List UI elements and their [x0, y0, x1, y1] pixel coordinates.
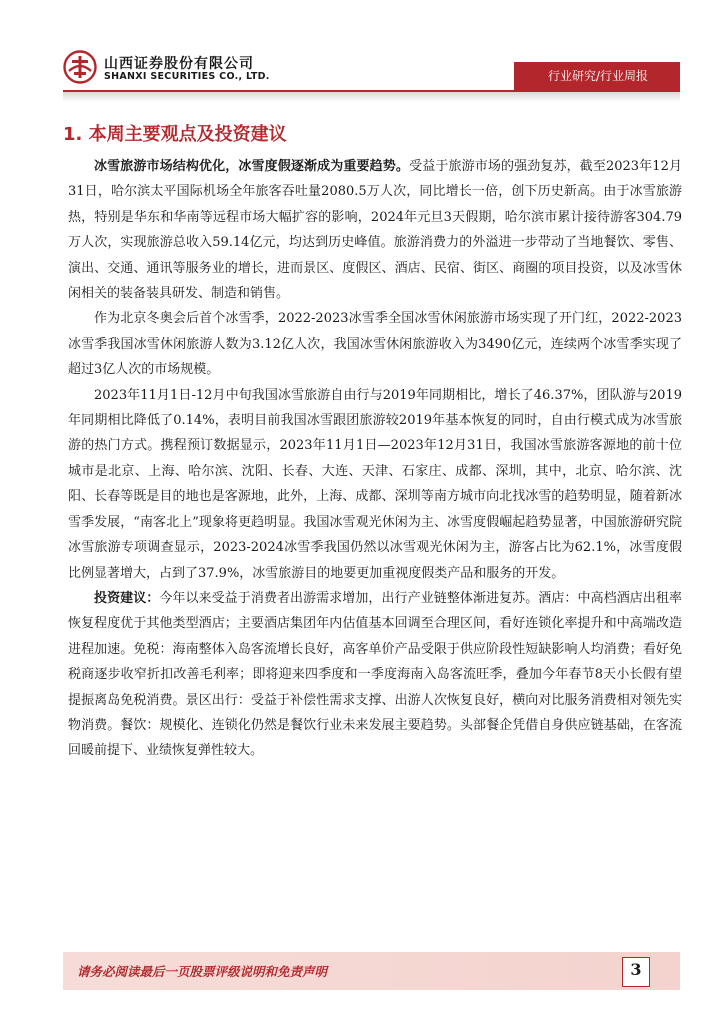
paragraph-lead-bold: 冰雪旅游市场结构优化，冰雪度假逐渐成为重要趋势。: [94, 159, 410, 174]
footer-disclaimer: 请务必阅读最后一页股票评级说明和免责声明: [77, 964, 328, 979]
paragraph-text: 今年以来受益于消费者出游需求增加，出行产业链整体渐进复苏。酒店：中高档酒店出租率恢复程度优于其他类型酒店；主要酒店集团年内估值基本回调至合理区间，看好连锁化率提升和中高端改造进程加速。免税：海南整体入岛客流增长良好，高客单价产品受限于供应阶段性短缺影响人均消费；看好免税商逐步收窄折扣改善毛利率；即将迎来四季度和一季度海南入岛客流旺季，叠加今年春节8天小长假有望提振离岛免税消费。景区出行：受益于补偿性需求支撑、出游人次恢复良好，横向对比服务消费相对领先实物消费。餐饮：规模化、连锁化仍然是餐饮行业未来发展主要趋势。头部餐企凭借自身供应链基础，在客流回暖前提下、业绩恢复弹性较大。: [68, 590, 682, 759]
paragraph-text: 2023年11月1日-12月中旬我国冰雪旅游自由行与2019年同期相比，增长了46.37%，团队游与2019年同期相比降低了0.14%，表明目前我国冰雪跟团旅游较2019年基本恢复的同时，自由行模式成为冰雪旅游的热门方式。携程预订数据显示，2023年11月1日—2023年12月31日，我国冰雪旅游客源地的前十位城市是北京、上海、哈尔滨、沈阳、长春、大连、天津、石家庄、成都、深圳，其中，北京、哈尔滨、沈阳、长春等既是目的地也是客源地，此外，上海、成都、深圳等南方城市向北找冰雪的趋势明显，随着新冰雪季发展，“南客北上”现象将更趋明显。我国冰雪观光休闲为主、冰雪度假崛起趋势显著，中国旅游研究院冰雪旅游专项调查显示，2023-2024冰雪季我国仍然以冰雪观光休闲为主，游客占比为62.1%，冰雪度假比例显著增大，占到了37.9%，冰雪旅游目的地要更加重视度假类产品和服务的开发。: [68, 387, 682, 581]
page-header: [0, 0, 724, 110]
company-name-cn: 山西证券股份有限公司: [104, 56, 254, 72]
paragraph-ice-snow-market: [68, 154, 682, 306]
paragraph-winter-olympics: [68, 306, 682, 382]
paragraph-investment-advice: [68, 586, 682, 764]
paragraph-lead-bold: 投资建议：: [94, 590, 160, 606]
company-name-en: SHANXI SECURITIES CO., LTD.: [104, 71, 270, 82]
paragraph-text: 作为北京冬奥会后首个冰雪季，2022-2023冰雪季全国冰雪休闲旅游市场实现了开门红，2022-2023冰雪季我国冰雪休闲旅游人数为3.12亿人次，我国冰雪休闲旅游收入为3490亿元，连续两个冰雪季实现了超过3亿人次的市场规模。: [68, 311, 682, 378]
section-title: 1. 本周主要观点及投资建议: [63, 124, 287, 145]
header-divider-shadow: [63, 92, 680, 102]
shanxi-securities-logo-icon: [63, 50, 97, 84]
report-body: [68, 154, 682, 764]
paragraph-text: 受益于旅游市场的强劲复苏，截至2023年12月31日，哈尔滨太平国际机场全年旅客吞吐量2080.5万人次，同比增长一倍，创下历史新高。由于冰雪旅游热，特别是华东和华南等远程市场大幅扩容的影响，2024年元旦3天假期，哈尔滨市累计接待游客304.79万人次，实现旅游总收入59.14亿元，均达到历史峰值。旅游消费力的外溢进一步带动了当地餐饮、零售、演出、交通、通讯等服务业的增长，进而景区、度假区、酒店、民宿、街区、商圈的项目投资，以及冰雪休闲相关的装备装具研发、制造和销售。: [68, 159, 682, 302]
report-type-label: 行业研究/行业周报: [548, 69, 649, 83]
paragraph-travel-trends: [68, 383, 682, 586]
page-number: 3: [630, 960, 642, 979]
